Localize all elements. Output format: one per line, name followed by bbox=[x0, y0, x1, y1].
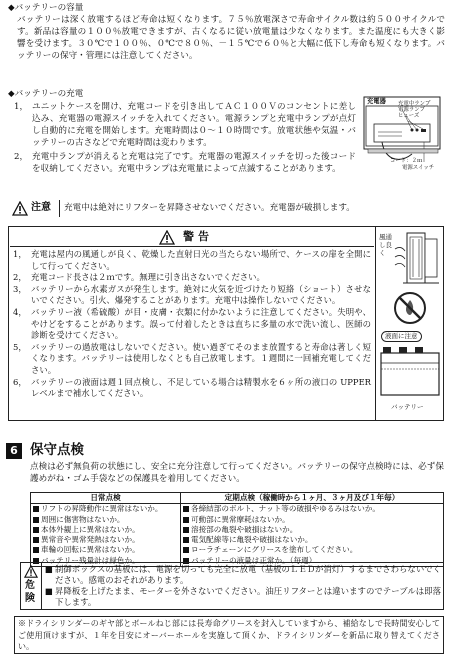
item-number: 2， bbox=[14, 152, 29, 162]
bullet-square-icon bbox=[33, 547, 39, 553]
charger-illustration bbox=[362, 96, 444, 176]
periodic-item: バッテリーの液量は正常か。（毎週） bbox=[183, 556, 441, 566]
item-number: 4， bbox=[13, 306, 27, 317]
warning-title: 警告 bbox=[183, 230, 213, 243]
periodic-column bbox=[181, 504, 444, 567]
bullet-square-icon bbox=[33, 506, 39, 512]
fuse-label: ヒューズ bbox=[398, 113, 420, 120]
periodic-item: ローラチェーンにグリースを塗布してください。 bbox=[183, 545, 441, 555]
battery-label: バッテリー bbox=[391, 403, 424, 411]
danger-item: ■ 昇降板を上げたまま、モーターを外さないでください。油圧リフターとは違いますのでテーブルは即落下します。 bbox=[45, 586, 441, 607]
item-text: 充電は屋内の風通しが良く、乾燥した直射日光の当たらない場所で、ケースの扉を全開にして行ってください。 bbox=[31, 249, 371, 271]
item-text: バッテリーの過放電はしないでください。使い過ぎてそのまま放置すると寿命は著しく短くなります。バッテリーは使用しなくとも自己放電します。１週間に一回補充電してください。 bbox=[31, 341, 371, 375]
section-number-badge: 6 bbox=[6, 443, 22, 459]
warning-divider bbox=[10, 246, 374, 247]
caution-row bbox=[12, 200, 442, 218]
section-title: 保守点検 bbox=[30, 442, 84, 458]
item-number: 1， bbox=[13, 249, 27, 259]
cord-label: コード：２ｍ bbox=[390, 158, 423, 164]
item-number: 1， bbox=[14, 102, 29, 112]
bullet-square-icon: ■ bbox=[45, 564, 53, 574]
warning-triangle-icon bbox=[159, 230, 175, 245]
charge-lamp-label: 充電中ランプ bbox=[398, 101, 431, 107]
warning-triangle-icon bbox=[12, 201, 28, 216]
charging-heading: ◆バッテリーの充電 bbox=[8, 89, 84, 99]
danger-item: ■ 制御ボックスの基板には、電源を切っても完全に放電（基板のＬＥＤが消灯）するまでさわらないでください。感電のおそれがあります。 bbox=[45, 564, 441, 585]
warning-box bbox=[8, 226, 444, 421]
daily-item: 周囲に傷害物はないか。 bbox=[33, 515, 178, 525]
caution-text: 充電中は絶対にリフターを昇降させないでください。充電器が破損します。 bbox=[64, 203, 355, 213]
warning-vertical-divider bbox=[375, 227, 376, 420]
daily-item: 車輪の回転に異常はないか。 bbox=[33, 545, 178, 555]
bullet-square-icon bbox=[33, 537, 39, 543]
item-text: ユニットケースを開け、充電コードを引き出してＡＣ１００Ｖのコンセントに差し込み、充電器の電源スイッチを入れてください。電源ランプと充電中ランプが点灯し自動的に充電を開始します。充電時間は０～１０時間です。放電状態や気温・バッテリーの古さなどで充電時間は変わります。 bbox=[32, 102, 356, 148]
item-number: 2， bbox=[13, 272, 27, 283]
power-lamp-label: 電源ランプ bbox=[398, 107, 425, 114]
daily-header: 日常点検 bbox=[31, 493, 181, 504]
item-text: バッテリーから水素ガスが発生します。絶対に火気を近づけたり短絡（ショート）させないでください。引火、爆発することがあります。充電中は操作しないでください。 bbox=[31, 283, 371, 306]
switch-label: 電源スイッチ bbox=[402, 165, 435, 171]
item-number: 3， bbox=[13, 283, 27, 294]
item-text: 充電コード長さは２ｍです。無理に引き出さないでください。 bbox=[31, 272, 265, 283]
danger-label: 危険 bbox=[25, 580, 35, 604]
bullet-square-icon: ■ bbox=[45, 586, 53, 596]
warning-list bbox=[13, 249, 371, 400]
battery-capacity-heading: ◆バッテリーの容量 bbox=[8, 3, 84, 13]
item-number: 5， bbox=[13, 341, 27, 352]
daily-column bbox=[31, 504, 181, 567]
charging-item bbox=[14, 151, 356, 175]
daily-item: 異常音や異常発熱はないか。 bbox=[33, 535, 178, 545]
charger-labels bbox=[398, 101, 430, 120]
no-fire-icon bbox=[393, 291, 427, 325]
warning-title-row bbox=[159, 230, 259, 244]
charger-title: 充電器 bbox=[367, 98, 386, 105]
warning-item bbox=[13, 307, 371, 342]
warning-item bbox=[13, 272, 371, 284]
caution-label: 注意 bbox=[31, 202, 51, 213]
inspection-table-grid bbox=[30, 492, 444, 567]
warning-illustrations bbox=[379, 231, 441, 417]
bullet-square-icon bbox=[183, 517, 189, 523]
charging-list bbox=[14, 101, 356, 175]
warning-triangle-icon bbox=[24, 565, 38, 578]
warning-item bbox=[13, 377, 371, 400]
item-text: 充電中ランプが消えると充電は完了です。充電器の電源スイッチを切った後コードを収納してください。充電中ランプは充電量によって点滅することがあります。 bbox=[32, 152, 356, 174]
bullet-square-icon bbox=[183, 537, 189, 543]
battery-icon bbox=[379, 343, 441, 399]
lifter-cabinet-icon bbox=[393, 231, 441, 287]
charging-item bbox=[14, 101, 356, 149]
bullet-square-icon bbox=[33, 527, 39, 533]
bullet-square-icon bbox=[33, 517, 39, 523]
periodic-item: 溶接部の亀裂や破損はないか。 bbox=[183, 525, 441, 535]
caution-divider bbox=[59, 200, 60, 217]
item-text: バッテリー液（希硫酸）が目・皮膚・衣類に付かないように注意してください。失明や、やけどをすることがあります。誤って付着したときは直ちに多量の水で洗い流し、医師の診断を受けてください。 bbox=[31, 306, 371, 341]
footnote-box bbox=[14, 616, 444, 654]
warning-item bbox=[13, 284, 371, 307]
bullet-square-icon bbox=[183, 527, 189, 533]
item-text: バッテリーの液面は週１回点検し、不足している場合は精製水を６ヶ所の液口の UPPER レベルまで補水してください。 bbox=[31, 376, 371, 399]
bullet-square-icon bbox=[183, 506, 189, 512]
danger-label-cell bbox=[21, 563, 42, 609]
maintenance-intro: 点検は必ず無負荷の状態にし、安全に充分注意して行ってください。バッテリーの保守点検時には、必ず保護めがね・ゴム手袋などの保護具を着用してください。 bbox=[30, 462, 444, 484]
periodic-item: 可動部に異常摩耗はないか。 bbox=[183, 515, 441, 525]
footnote-text: ※ドライシリンダーのギヤ部とボールねじ部には長寿命グリースを封入していますから、補給なしで長時間安心してご使用頂けますが、１年を目安にオーバーホールを実施して頂くか、ドライシリンダーを新品に取り替えてください。 bbox=[18, 619, 440, 652]
ventilation-label: 風通し良く bbox=[379, 233, 392, 257]
warning-item bbox=[13, 249, 371, 272]
periodic-header: 定期点検（稼働時から１ヶ月、３ヶ月及び１年毎） bbox=[181, 493, 444, 504]
daily-item: バッテリー残量計は緑色か。 bbox=[33, 556, 178, 566]
daily-item: 本体外観上に異常はないか。 bbox=[33, 525, 178, 535]
item-number: 6， bbox=[13, 376, 27, 387]
battery-capacity-text: バッテリーは深く放電するほど寿命は短くなります。７５％放電深さで寿命サイクル数は約５００サイクルです。新品は容量の１００％放電できますが、古くなるに従い放電量は少なくなります。また温度にも大きく影響を受けます。３０℃で１００％、０℃で８０％、－１５℃で６０％と大幅に低下し寿命も短くなります。バッテリーの保守・管理には注意してください。 bbox=[17, 15, 445, 61]
danger-box bbox=[20, 562, 444, 610]
periodic-item: 各締結部のボルト、ナット等の破損やゆるみはないか。 bbox=[183, 504, 441, 514]
bullet-square-icon bbox=[183, 547, 189, 553]
liquid-caution-label: 液面に注意 bbox=[381, 331, 422, 342]
danger-list bbox=[45, 564, 441, 608]
inspection-table bbox=[30, 492, 444, 567]
daily-item: リフトの昇降動作に異常はないか。 bbox=[33, 504, 178, 514]
periodic-item: 電気配線等に亀裂や破損はないか。 bbox=[183, 535, 441, 545]
warning-item bbox=[13, 342, 371, 377]
